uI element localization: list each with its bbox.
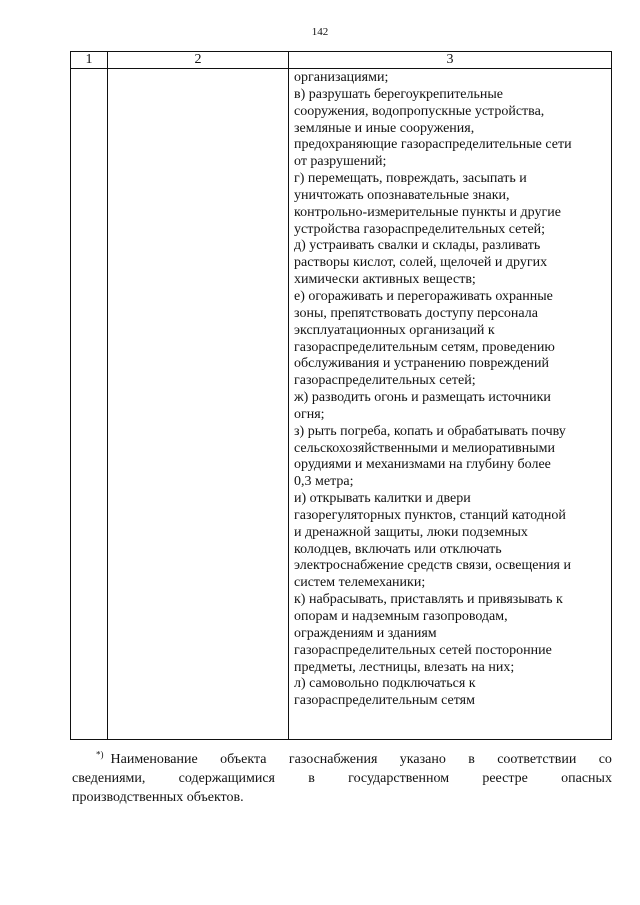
cell-text-line: ограждениям и зданиям [294, 625, 437, 641]
cell-text-line: л) самовольно подключаться к [294, 676, 476, 692]
table-cell-col2 [108, 69, 289, 740]
cell-text-line: в) разрушать берегоукрепительные [294, 86, 504, 102]
cell-text-line: систем телемеханики; [294, 575, 426, 591]
cell-text-line: предметы, лестницы, влезать на них; [294, 659, 515, 675]
table-header-row [71, 52, 612, 69]
footnote-word: реестре [482, 771, 528, 786]
footnote-line-2 [72, 769, 612, 788]
cell-text-line: орудиями и механизмами на глубину более [294, 457, 551, 473]
cell-text-line: растворы кислот, солей, щелочей и других [294, 255, 548, 271]
cell-text-line: сельскохозяйственными и мелиоративными [294, 440, 556, 456]
cell-text-line: к) набрасывать, приставлять и привязывать к [294, 592, 563, 608]
footnote-line-1 [72, 750, 612, 769]
cell-text-line: устройства газораспределительных сетей; [294, 221, 546, 237]
table-row [71, 69, 612, 740]
cell-text-line: химически активных веществ; [294, 272, 476, 288]
cell-text-line: и) открывать калитки и двери [294, 491, 471, 507]
page-number: 142 [311, 26, 329, 38]
cell-text-line: от разрушений; [294, 154, 387, 170]
column-header-2: 2 [108, 52, 289, 69]
requirements-table [70, 51, 612, 740]
cell-text-line: газораспределительным сетям, проведению [294, 339, 555, 355]
cell-text-line: и дренажной защиты, люки подземных [294, 524, 528, 540]
footnote-word: в [468, 752, 475, 767]
cell-text-line: контрольно-измерительные пункты и другие [294, 204, 561, 220]
cell-text-line: обслуживания и устранению повреждений [294, 356, 550, 372]
footnote-word: указано [399, 752, 446, 767]
footnote-word: соответствии [497, 752, 577, 767]
footnote-word: опасных [561, 771, 612, 786]
footnote-word: газоснабжения [288, 752, 378, 767]
cell-text-line: сооружения, водопропускные устройства, [294, 103, 545, 119]
cell-text-line: организациями; [294, 70, 389, 85]
cell-text-line: г) перемещать, повреждать, засыпать и [294, 171, 527, 187]
cell-text-line: е) огораживать и перегораживать охранные [294, 288, 553, 304]
footnote-word: содержащимися [178, 771, 275, 786]
footnote-word: в [308, 771, 315, 786]
cell-text-line: электроснабжение средств связи, освещения и [294, 558, 571, 574]
footnote [72, 750, 612, 807]
cell-text-line: газорегуляторных пунктов, станций катодной [294, 507, 566, 523]
footnote-word: со [598, 752, 612, 767]
cell-text-line: газораспределительных сетей; [294, 373, 476, 389]
cell-text-line: предохраняющие газораспределительные сети [294, 137, 572, 153]
footnote-word: государственном [348, 771, 450, 786]
footnote-word [96, 750, 198, 769]
table-cell-col3 [289, 69, 612, 740]
cell-text-line: эксплуатационных организаций к [294, 322, 495, 338]
cell-text-line: 0,3 метра; [294, 474, 354, 490]
cell-text-line: колодцев, включать или отключать [294, 541, 502, 557]
column-header-3: 3 [289, 52, 612, 69]
footnote-marker: *) [96, 749, 104, 760]
cell-text-line: земляные и иные сооружения, [294, 120, 475, 136]
footnote-word: сведениями, [72, 771, 146, 786]
cell-text-line: огня; [294, 406, 325, 422]
cell-text-line: уничтожать опознавательные знаки, [294, 187, 510, 203]
footnote-line-3: производственных объектов. [72, 790, 244, 805]
cell-text-line: газораспределительных сетей посторонние [294, 642, 552, 658]
cell-text-line: д) устраивать свалки и склады, разливать [294, 238, 541, 254]
table-cell-col1 [71, 69, 108, 740]
cell-text-line: газораспределительным сетям [294, 693, 475, 709]
footnote-word-text: Наименование [110, 752, 198, 767]
cell-text-line: опорам и надземным газопроводам, [294, 609, 508, 624]
cell-text-line: зоны, препятствовать доступу персонала [294, 305, 538, 321]
cell-text-line: з) рыть погреба, копать и обрабатывать почву [294, 423, 566, 439]
footnote-word: объекта [220, 752, 267, 767]
cell-text-line: ж) разводить огонь и размещать источники [294, 390, 551, 406]
column-header-1: 1 [71, 52, 108, 69]
